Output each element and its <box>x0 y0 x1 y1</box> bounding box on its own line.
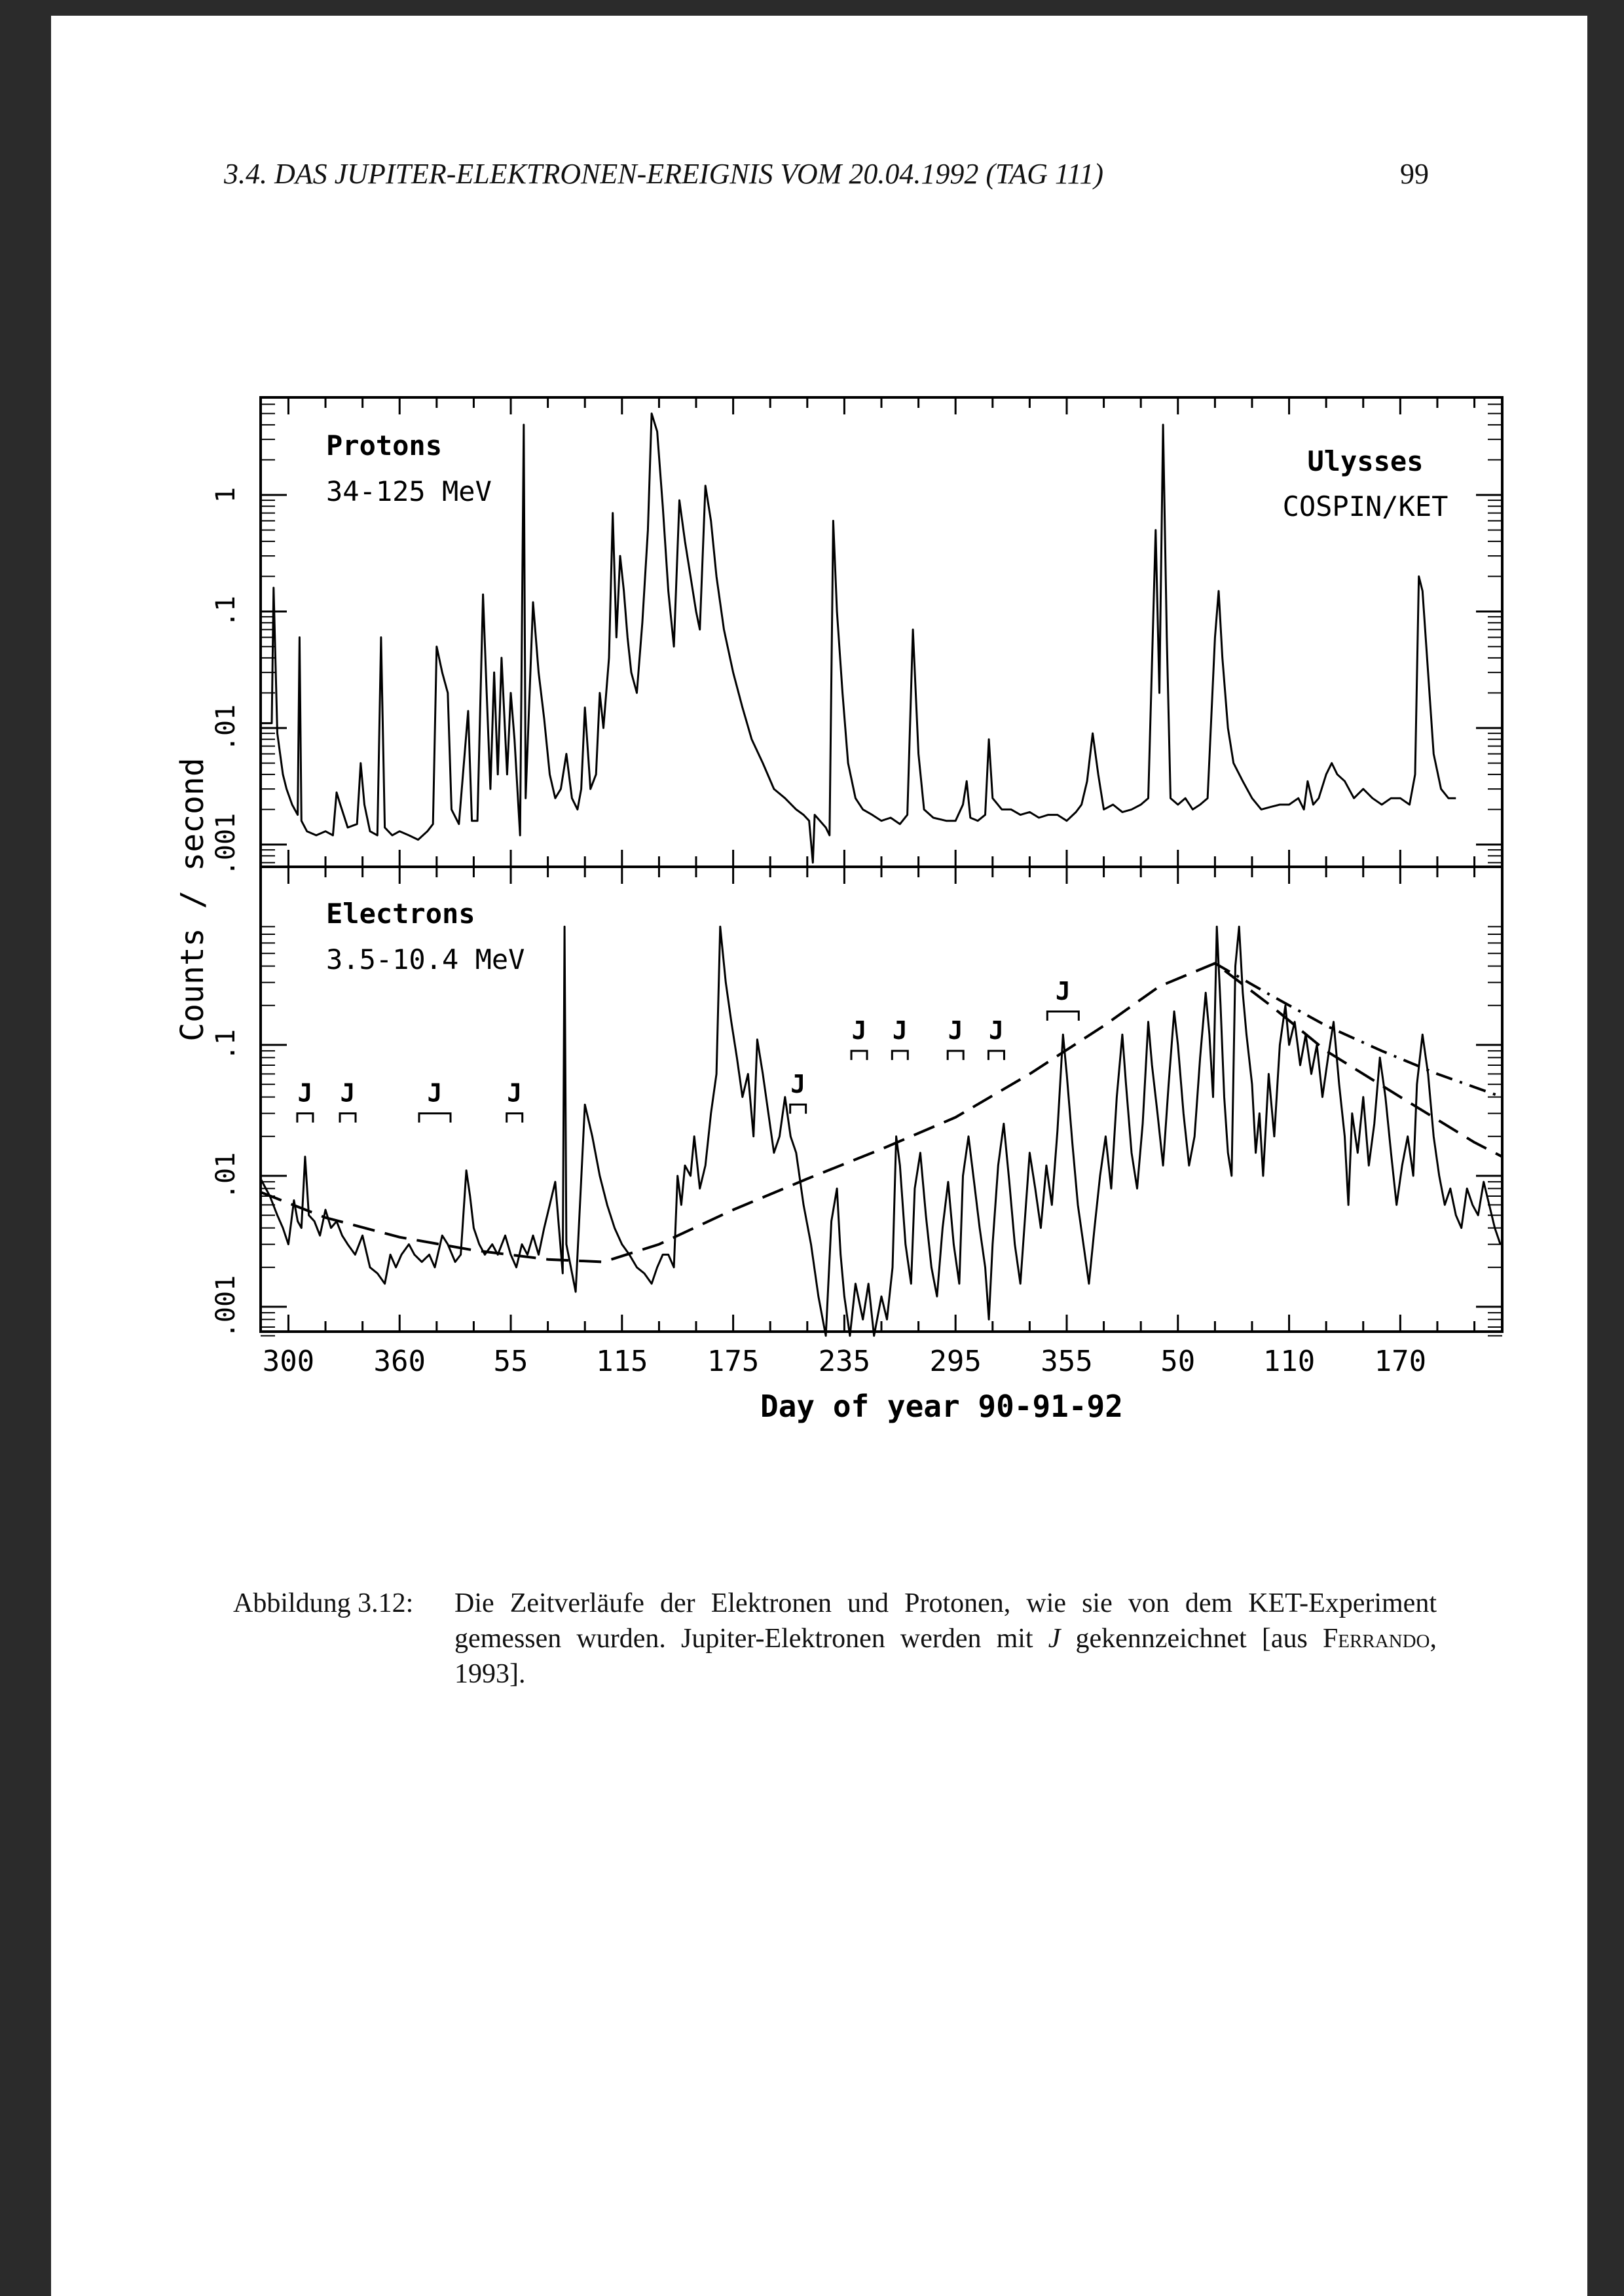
annotation-line-2: COSPIN/KET <box>1282 490 1449 522</box>
x-tick-label: 110 <box>1263 1345 1316 1378</box>
figure-3-12 <box>51 16 1587 1522</box>
x-tick-label: 300 <box>262 1345 315 1378</box>
jupiter-marker-bracket <box>988 1051 1004 1060</box>
panel-frame-bottom <box>261 867 1502 1332</box>
x-tick-label: 55 <box>493 1345 528 1378</box>
jupiter-marker-label: J <box>790 1070 806 1099</box>
panel-subtitle-bottom: 3.5-10.4 MeV <box>326 943 525 975</box>
y-tick-label: .01 <box>211 704 241 752</box>
y-tick-label: 1 <box>211 486 241 503</box>
jupiter-marker-label: J <box>340 1078 356 1108</box>
x-tick-label: 355 <box>1041 1345 1093 1378</box>
jupiter-marker-bracket <box>851 1051 867 1060</box>
x-tick-label: 170 <box>1374 1345 1427 1378</box>
jupiter-marker-bracket <box>419 1114 451 1123</box>
y-tick-label: .1 <box>211 595 241 628</box>
jupiter-marker-bracket <box>340 1114 356 1123</box>
jupiter-marker-label: J <box>297 1078 313 1108</box>
jupiter-marker-label: J <box>851 1016 867 1046</box>
jupiter-marker-bracket <box>1047 1011 1079 1021</box>
x-tick-label: 50 <box>1160 1345 1196 1378</box>
jupiter-marker-label: J <box>892 1016 908 1046</box>
x-tick-label: 235 <box>818 1345 871 1378</box>
y-tick-label: .1 <box>211 1029 241 1061</box>
series-line-bottom-0 <box>261 926 1500 1336</box>
page-number: 99 <box>1400 158 1429 190</box>
caption-text: Die Zeitverläufe der Elektronen und Protonen, wie sie von dem KET-Experiment gemessen wurden. Jupiter-Elektronen werden mit J gekennzeichnet [aus Ferrando, 1993]. <box>454 1588 1437 1689</box>
jupiter-marker-bracket <box>790 1104 806 1114</box>
y-axis-label: Counts / second <box>174 757 211 1042</box>
series-line-bottom-2 <box>1215 963 1502 1097</box>
caption-label: Abbildung 3.12: <box>233 1588 414 1618</box>
y-tick-label: .001 <box>211 1275 241 1339</box>
panel-title-bottom: Electrons <box>326 898 475 930</box>
jupiter-marker-label: J <box>989 1016 1004 1046</box>
x-tick-label: 360 <box>373 1345 426 1378</box>
jupiter-marker-bracket <box>948 1051 963 1060</box>
y-tick-label: .01 <box>211 1152 241 1200</box>
annotation-line-1: Ulysses <box>1307 445 1424 477</box>
x-axis-label: Day of year 90-91-92 <box>760 1389 1123 1424</box>
jupiter-marker-label: J <box>427 1078 443 1108</box>
y-tick-label: .001 <box>211 812 241 877</box>
jupiter-marker-bracket <box>297 1114 313 1123</box>
x-tick-label: 175 <box>707 1345 760 1378</box>
x-tick-label: 295 <box>929 1345 982 1378</box>
panel-subtitle-top: 34-125 MeV <box>326 475 492 507</box>
jupiter-marker-bracket <box>507 1114 523 1123</box>
jupiter-marker-label: J <box>507 1078 523 1108</box>
jupiter-marker-label: J <box>1055 976 1071 1006</box>
panel-title-top: Protons <box>326 429 443 462</box>
jupiter-marker-bracket <box>892 1051 908 1060</box>
x-tick-label: 115 <box>596 1345 648 1378</box>
running-title: 3.4. DAS JUPITER-ELEKTRONEN-EREIGNIS VOM 20.04.1992 (TAG 111) <box>224 158 1103 190</box>
jupiter-marker-label: J <box>948 1016 963 1046</box>
page <box>51 16 1587 2296</box>
